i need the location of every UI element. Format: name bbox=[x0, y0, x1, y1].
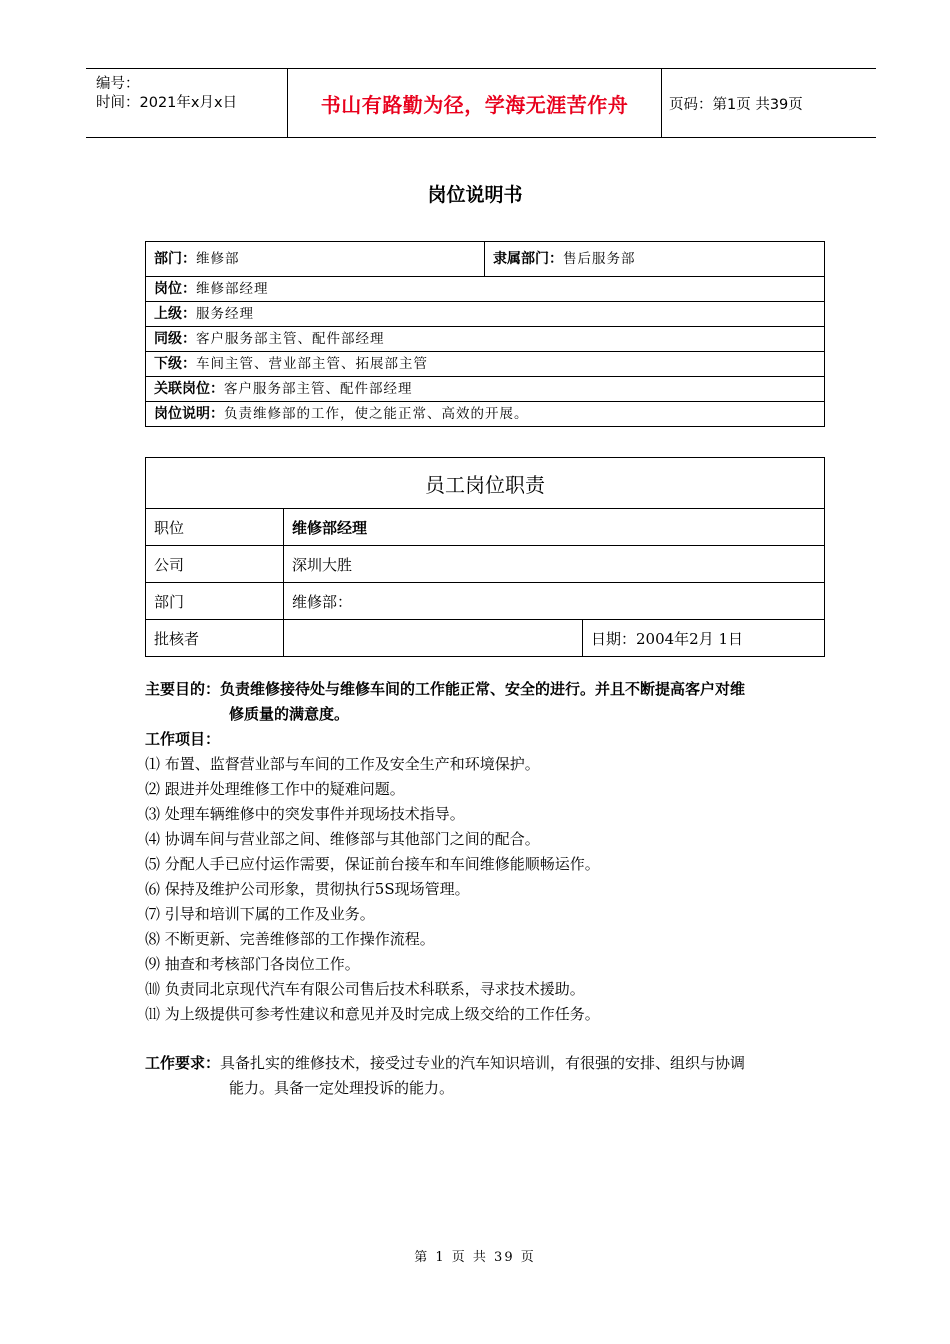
table-row bbox=[146, 327, 825, 352]
table-row bbox=[146, 302, 825, 327]
approver-label-cell: 批核者 bbox=[146, 620, 284, 657]
row-value: 车间主管、营业部主管、拓展部主管 bbox=[196, 356, 428, 372]
table-cell bbox=[146, 327, 825, 352]
row-value: 维修部经理 bbox=[196, 281, 269, 297]
requirements-label: 工作要求： bbox=[145, 1054, 221, 1072]
date-cell: 日期：2004年2月 1日 bbox=[583, 620, 825, 657]
list-item: ⑺ 引导和培训下属的工作及业务。 bbox=[145, 905, 375, 923]
parent-department-cell bbox=[485, 242, 825, 277]
serial-label: 编号： bbox=[96, 76, 140, 92]
table-row bbox=[146, 402, 825, 427]
work-requirements bbox=[145, 1051, 835, 1101]
row-value: 客户服务部主管、配件部经理 bbox=[196, 331, 385, 347]
main-purpose bbox=[145, 677, 835, 727]
position-label-cell: 职位 bbox=[146, 509, 284, 546]
table-row bbox=[146, 377, 825, 402]
list-item: ⑶ 处理车辆维修中的突发事件并现场技术指导。 bbox=[145, 805, 465, 823]
department-cell bbox=[146, 242, 485, 277]
table-cell bbox=[146, 352, 825, 377]
requirements-line-2: 能力。具备一定处理投诉的能力。 bbox=[229, 1079, 455, 1097]
list-item: ⑵ 跟进并处理维修工作中的疑难问题。 bbox=[145, 780, 405, 798]
row-label: 关联岗位： bbox=[154, 381, 224, 397]
table-row bbox=[146, 277, 825, 302]
table-cell bbox=[146, 277, 825, 302]
row-value: 客户服务部主管、配件部经理 bbox=[224, 381, 413, 397]
duty-table bbox=[145, 457, 825, 657]
department-label: 部门： bbox=[154, 251, 196, 267]
company-label-cell: 公司 bbox=[146, 546, 284, 583]
row-label: 岗位说明： bbox=[154, 406, 224, 422]
header-left-cell bbox=[86, 69, 287, 137]
row-label: 同级： bbox=[154, 331, 196, 347]
table-cell bbox=[146, 402, 825, 427]
table-cell bbox=[146, 302, 825, 327]
page-info: 页码：第1页 共39页 bbox=[669, 96, 803, 113]
table-row bbox=[146, 583, 825, 620]
department-value: 维修部 bbox=[196, 251, 240, 267]
list-item: ⑾ 为上级提供可参考性建议和意见并及时完成上级交给的工作任务。 bbox=[145, 1005, 600, 1023]
work-items-label: 工作项目： bbox=[145, 730, 221, 748]
dept-label-cell: 部门 bbox=[146, 583, 284, 620]
parent-department-label: 隶属部门： bbox=[493, 251, 563, 267]
parent-department-value: 售后服务部 bbox=[563, 251, 636, 267]
work-items-list bbox=[145, 752, 600, 1027]
motto-text: 书山有路勤为径，学海无涯苦作舟 bbox=[320, 92, 629, 117]
approver-value-cell bbox=[284, 620, 583, 657]
table-row bbox=[146, 242, 825, 277]
purpose-line-2: 修质量的满意度。 bbox=[229, 705, 350, 723]
dept-value-cell: 维修部： bbox=[284, 583, 825, 620]
list-item: ⑴ 布置、监督营业部与车间的工作及安全生产和环境保护。 bbox=[145, 755, 540, 773]
row-value: 服务经理 bbox=[196, 306, 254, 322]
page-footer: 第 1 页 共 39 页 bbox=[414, 1250, 536, 1265]
company-value-cell: 深圳大胜 bbox=[284, 546, 825, 583]
document-title: 岗位说明书 bbox=[427, 184, 523, 206]
position-table bbox=[145, 241, 825, 427]
time-label: 时间：2021年x月x日 bbox=[96, 95, 238, 111]
table-row bbox=[146, 620, 825, 657]
list-item: ⑷ 协调车间与营业部之间、维修部与其他部门之间的配合。 bbox=[145, 830, 540, 848]
header-page-cell bbox=[661, 69, 876, 137]
list-item: ⑻ 不断更新、完善维修部的工作操作流程。 bbox=[145, 930, 435, 948]
list-item: ⑼ 抽查和考核部门各岗位工作。 bbox=[145, 955, 360, 973]
list-item: ⑸ 分配人手已应付运作需要，保证前台接车和车间维修能顺畅运作。 bbox=[145, 855, 600, 873]
table-row bbox=[146, 546, 825, 583]
list-item: ⑽ 负责同北京现代汽车有限公司售后技术科联系，寻求技术援助。 bbox=[145, 980, 585, 998]
row-label: 下级： bbox=[154, 356, 196, 372]
table-row bbox=[146, 458, 825, 509]
page-header bbox=[86, 68, 876, 138]
header-motto-cell bbox=[287, 69, 662, 137]
purpose-line-1: 主要目的：负责维修接待处与维修车间的工作能正常、安全的进行。并且不断提高客户对维 bbox=[145, 680, 746, 698]
table-row bbox=[146, 509, 825, 546]
row-label: 上级： bbox=[154, 306, 196, 322]
row-label: 岗位： bbox=[154, 281, 196, 297]
position-value-cell: 维修部经理 bbox=[284, 509, 825, 546]
duty-table-heading: 员工岗位职责 bbox=[146, 458, 825, 509]
table-row bbox=[146, 352, 825, 377]
requirements-line-1: 具备扎实的维修技术，接受过专业的汽车知识培训，有很强的安排、组织与协调 bbox=[220, 1054, 746, 1072]
row-value: 负责维修部的工作，使之能正常、高效的开展。 bbox=[224, 406, 529, 422]
list-item: ⑹ 保持及维护公司形象，贯彻执行5S现场管理。 bbox=[145, 880, 470, 898]
table-cell bbox=[146, 377, 825, 402]
